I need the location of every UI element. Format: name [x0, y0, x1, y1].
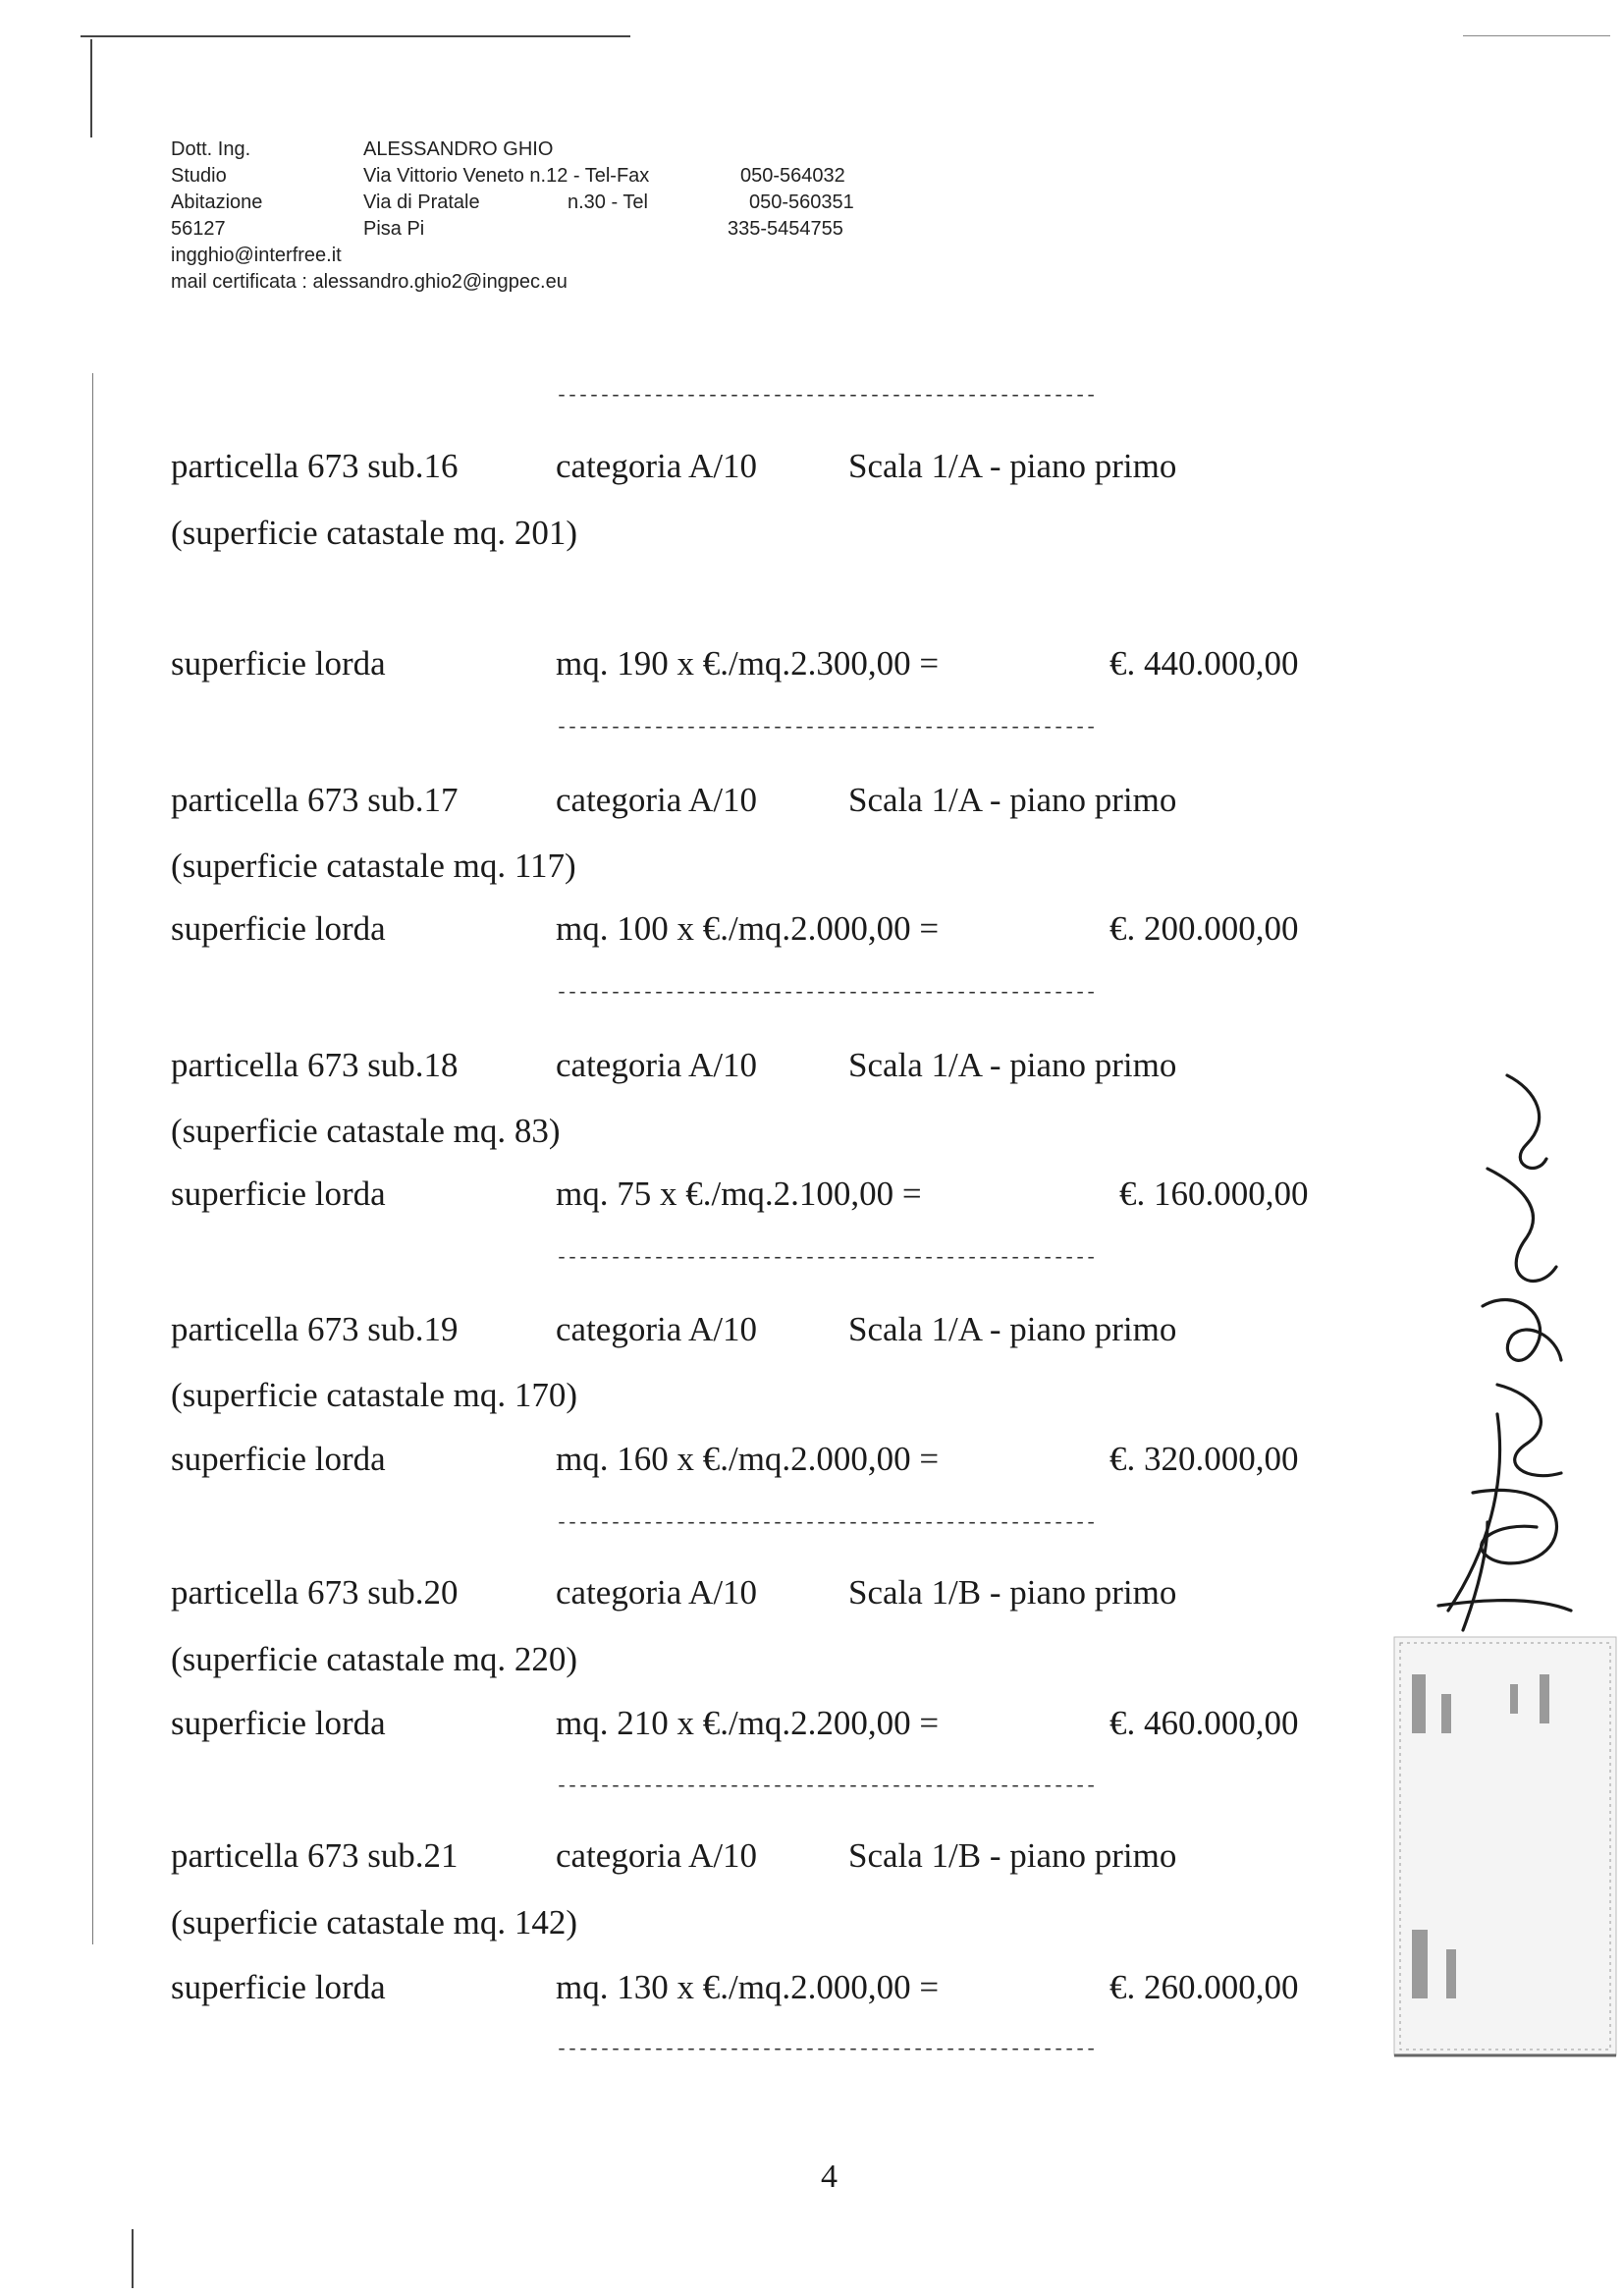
calculation: mq. 75 x €./mq.2.100,00 =	[556, 1175, 922, 1213]
header-home-label: Abitazione	[171, 191, 263, 213]
particella: particella 673 sub.16	[171, 447, 459, 485]
total-value: €. 440.000,00	[1109, 644, 1299, 683]
header-mobile: 335-5454755	[728, 218, 843, 240]
header-city: Pisa Pi	[363, 218, 425, 240]
header-home-address: Via di Pratale	[363, 191, 480, 213]
superficie-lorda-label: superficie lorda	[171, 1440, 386, 1478]
categoria: categoria A/10	[556, 1836, 758, 1875]
scan-edge-left-2	[92, 373, 93, 1944]
header-zip: 56127	[171, 218, 226, 240]
superficie-catastale: (superficie catastale mq. 83)	[171, 1112, 561, 1150]
separator: --------------------------------------------------	[556, 2039, 1097, 2061]
calculation: mq. 160 x €./mq.2.000,00 =	[556, 1440, 940, 1478]
particella: particella 673 sub.17	[171, 781, 459, 819]
total-value: €. 200.000,00	[1109, 909, 1299, 948]
scala: Scala 1/A - piano primo	[848, 1046, 1177, 1084]
superficie-lorda-label: superficie lorda	[171, 1968, 386, 2006]
scala: Scala 1/A - piano primo	[848, 1310, 1177, 1348]
particella: particella 673 sub.21	[171, 1836, 459, 1875]
particella: particella 673 sub.20	[171, 1573, 459, 1612]
superficie-lorda-label: superficie lorda	[171, 909, 386, 948]
header-name: ALESSANDRO GHIO	[363, 138, 554, 160]
superficie-lorda-label: superficie lorda	[171, 1175, 386, 1213]
categoria: categoria A/10	[556, 781, 758, 819]
superficie-lorda-label: superficie lorda	[171, 644, 386, 683]
page-number: 4	[821, 2159, 838, 2195]
total-value: €. 460.000,00	[1109, 1704, 1299, 1742]
total-value: €. 160.000,00	[1119, 1175, 1309, 1213]
signature	[1389, 1061, 1576, 1650]
header-pec: mail certificata : alessandro.ghio2@ingpec.eu	[171, 271, 568, 293]
calculation: mq. 210 x €./mq.2.200,00 =	[556, 1704, 940, 1742]
professional-stamp	[1392, 1635, 1618, 2057]
scala: Scala 1/B - piano primo	[848, 1836, 1177, 1875]
superficie-catastale: (superficie catastale mq. 117)	[171, 847, 576, 885]
header-studio-label: Studio	[171, 165, 227, 187]
separator: --------------------------------------------------	[556, 1512, 1097, 1535]
separator: --------------------------------------------------	[556, 717, 1097, 739]
superficie-catastale: (superficie catastale mq. 201)	[171, 514, 577, 552]
header-email: ingghio@interfree.it	[171, 245, 342, 266]
superficie-lorda-label: superficie lorda	[171, 1704, 386, 1742]
separator: --------------------------------------------------	[556, 982, 1097, 1005]
categoria: categoria A/10	[556, 1046, 758, 1084]
superficie-catastale: (superficie catastale mq. 142)	[171, 1903, 577, 1941]
header-home-number: n.30 - Tel	[568, 191, 648, 213]
scala: Scala 1/B - piano primo	[848, 1573, 1177, 1612]
scala: Scala 1/A - piano primo	[848, 447, 1177, 485]
superficie-catastale: (superficie catastale mq. 220)	[171, 1640, 577, 1678]
scan-edge-left	[90, 39, 92, 137]
scala: Scala 1/A - piano primo	[848, 781, 1177, 819]
scan-edge-top	[81, 35, 630, 37]
scan-edge-top-right	[1463, 35, 1610, 36]
calculation: mq. 130 x €./mq.2.000,00 =	[556, 1968, 940, 2006]
particella: particella 673 sub.18	[171, 1046, 459, 1084]
header-studio-address: Via Vittorio Veneto n.12 - Tel-Fax	[363, 165, 650, 187]
particella: particella 673 sub.19	[171, 1310, 459, 1348]
header-studio-phone: 050-564032	[740, 165, 845, 187]
scan-edge-left-3	[132, 2229, 134, 2288]
total-value: €. 260.000,00	[1109, 1968, 1299, 2006]
separator: --------------------------------------------------	[556, 1247, 1097, 1270]
calculation: mq. 190 x €./mq.2.300,00 =	[556, 644, 940, 683]
categoria: categoria A/10	[556, 447, 758, 485]
superficie-catastale: (superficie catastale mq. 170)	[171, 1376, 577, 1414]
categoria: categoria A/10	[556, 1310, 758, 1348]
separator: --------------------------------------------------	[556, 385, 1097, 408]
total-value: €. 320.000,00	[1109, 1440, 1299, 1478]
categoria: categoria A/10	[556, 1573, 758, 1612]
header-home-phone: 050-560351	[749, 191, 854, 213]
calculation: mq. 100 x €./mq.2.000,00 =	[556, 909, 940, 948]
header-title: Dott. Ing.	[171, 138, 251, 160]
separator: --------------------------------------------------	[556, 1776, 1097, 1798]
